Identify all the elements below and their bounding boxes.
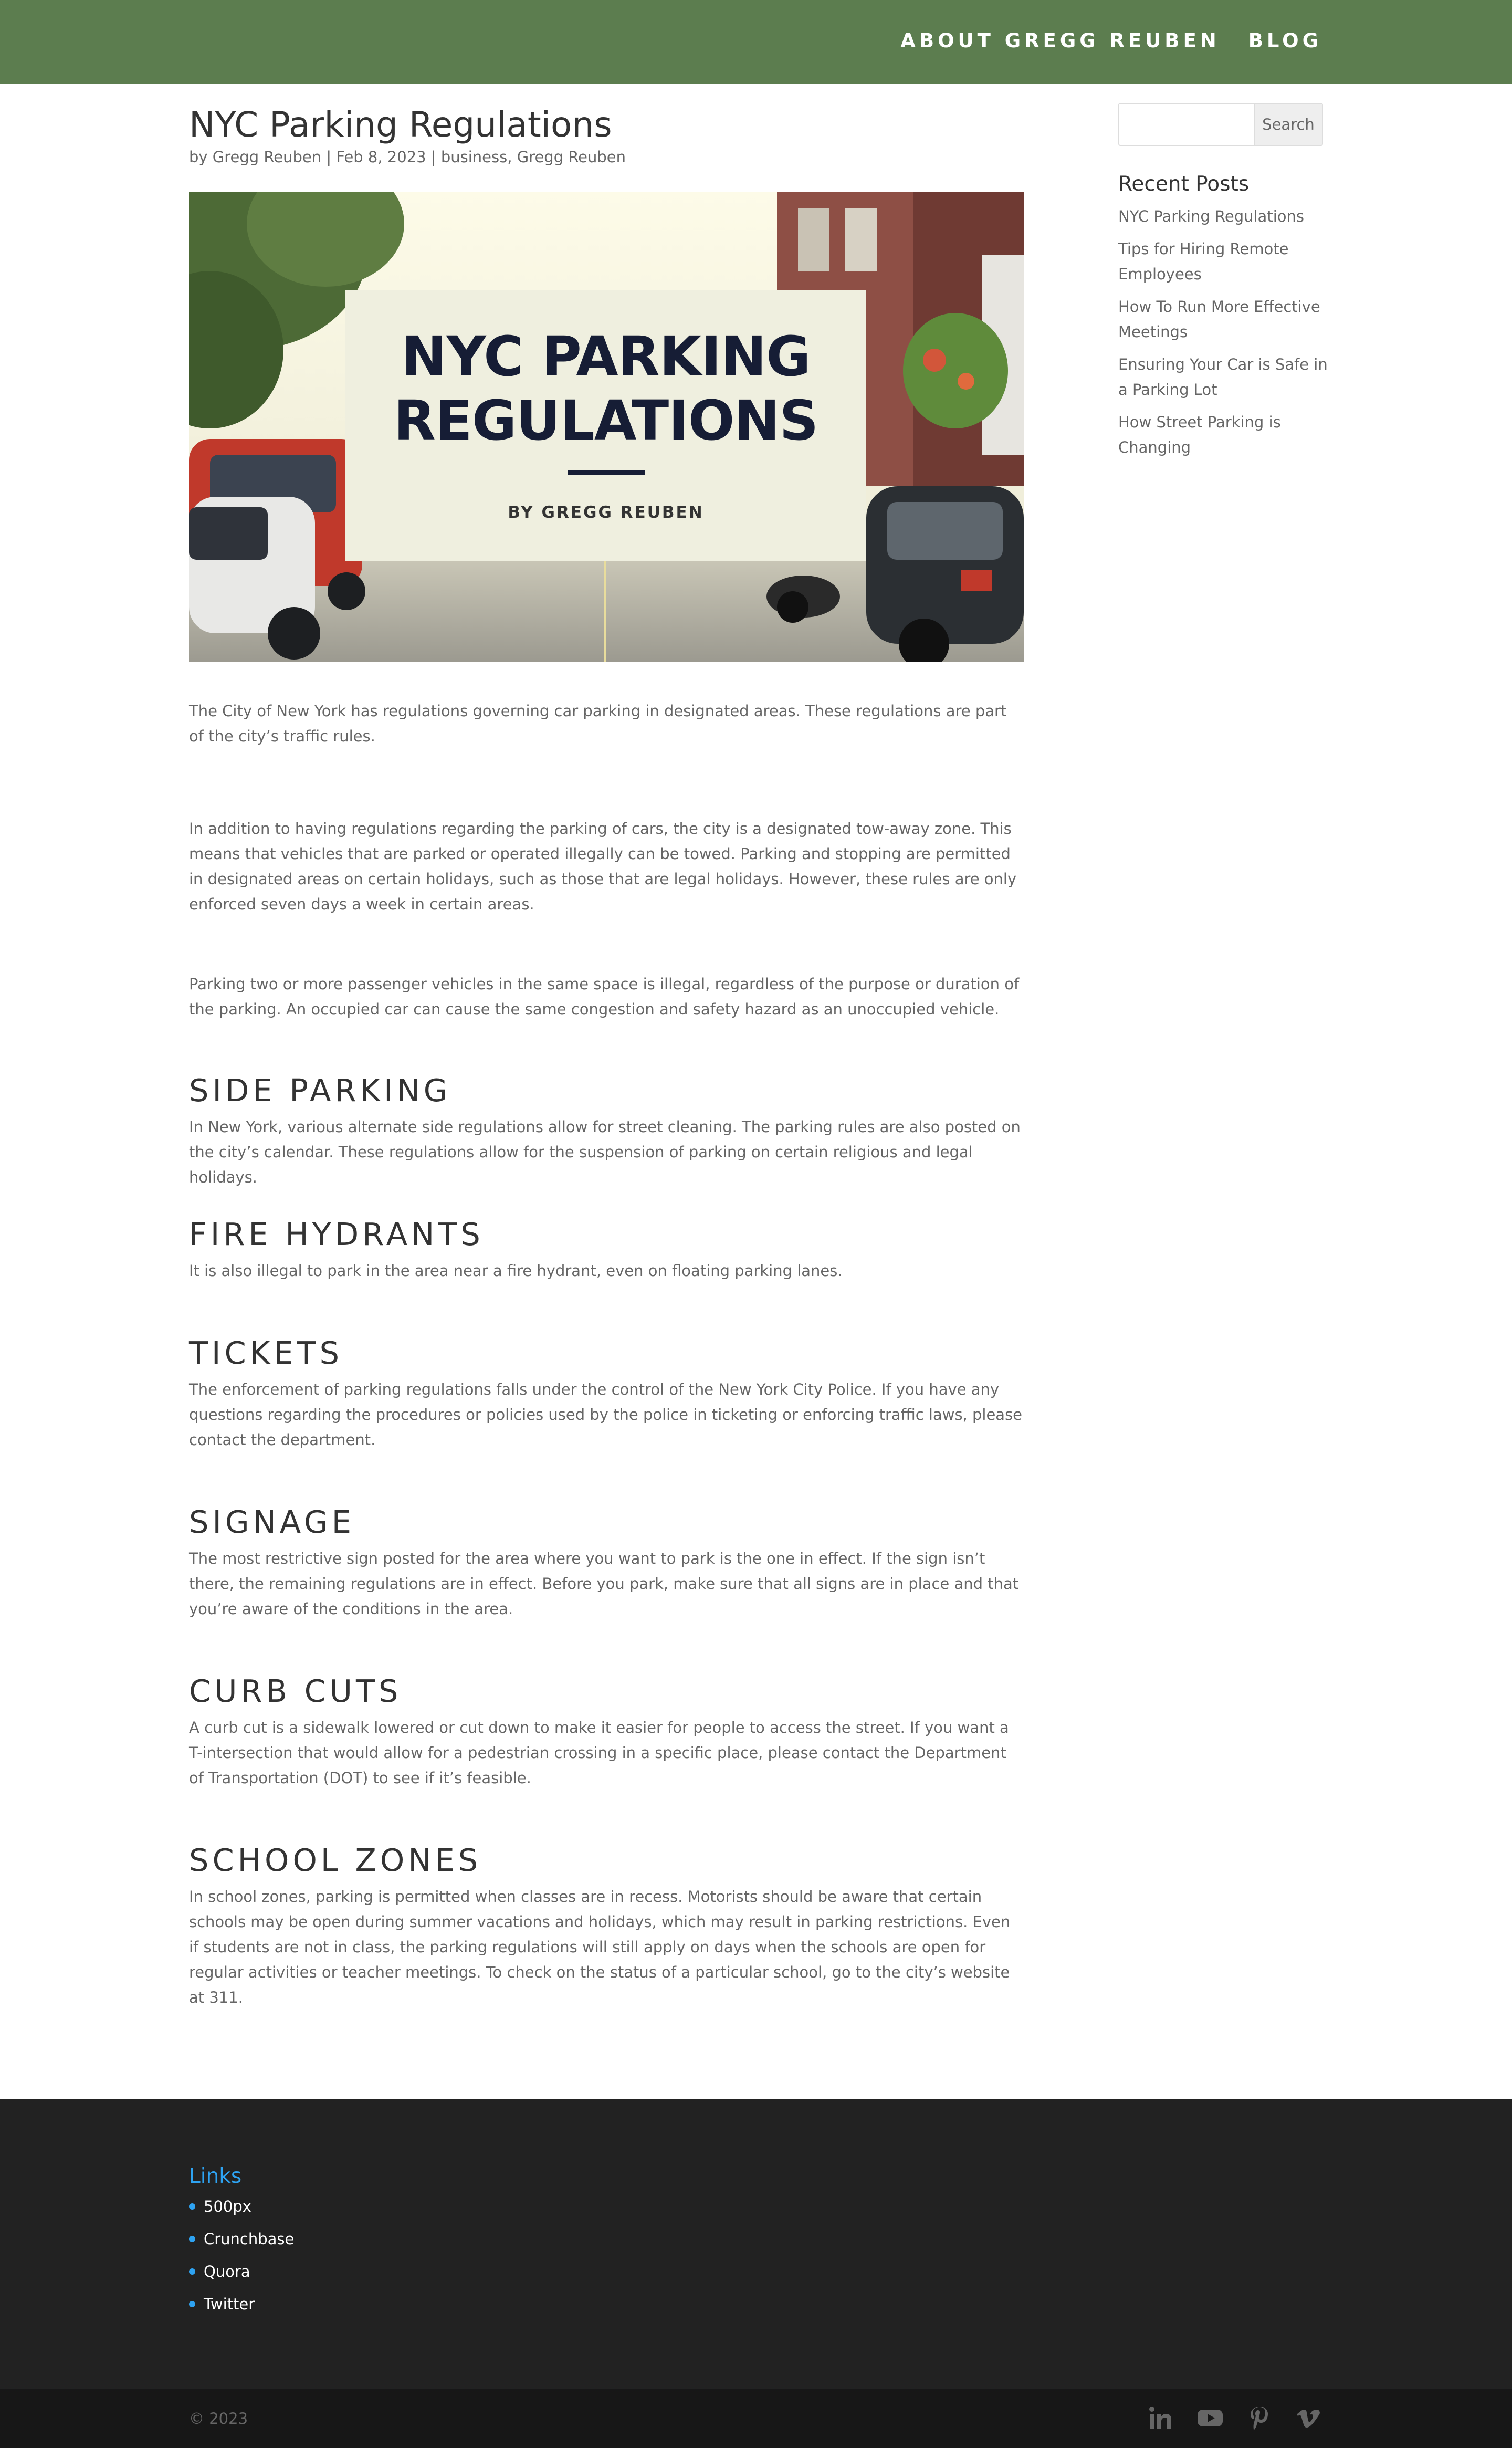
- youtube-icon[interactable]: [1197, 2405, 1223, 2431]
- site-footer: [0, 2099, 1512, 2389]
- footer-link-quora[interactable]: Quora: [204, 2263, 250, 2280]
- nav-about-gregg-reuben[interactable]: ABOUT GREGG REUBEN: [900, 29, 1220, 52]
- site-header: [0, 0, 1512, 84]
- recent-posts-list: [1118, 204, 1328, 467]
- search-input[interactable]: [1119, 104, 1255, 145]
- body-paragraph: Parking two or more passenger vehicles in the same space is illegal, regardless of the purpose or duration of the parking. An occupied car can cause the same congestion and safety hazard as an unoccupied vehicle.: [189, 975, 1020, 1018]
- featured-image: [189, 192, 1024, 662]
- meta-separator: |: [326, 148, 332, 166]
- list-item: [189, 2261, 294, 2282]
- post-meta: [189, 146, 626, 168]
- section-body: In school zones, parking is permitted when classes are in recess. Motorists should be aware that certain schools may be open during summer vacations and holidays, which may result in parking restrictions. Even if students are not in class, the parking regulations will still apply on days when the schools are open for regular activities or teacher meetings. To check on the status of a particular school, go to the city’s website at 311.: [189, 1888, 1011, 2006]
- footer-links-title: Links: [189, 2164, 242, 2188]
- list-item: [1118, 204, 1328, 229]
- recent-post-link[interactable]: NYC Parking Regulations: [1118, 207, 1304, 225]
- category-link-gregg-reuben[interactable]: Gregg Reuben: [517, 148, 626, 166]
- list-item: [189, 2229, 294, 2250]
- body-paragraph: The City of New York has regulations governing car parking in designated areas. These regulations are part of the city’s traffic rules.: [189, 702, 1007, 745]
- hero-divider: [568, 470, 645, 475]
- hero-title-line: REGULATIONS: [393, 389, 818, 453]
- nav-blog[interactable]: BLOG: [1248, 29, 1322, 52]
- section-body: In New York, various alternate side regulations allow for street cleaning. The parking rules are also posted on the city’s calendar. These regulations allow for the suspension of parking on certain religious and legal holidays.: [189, 1118, 1021, 1186]
- hero-byline: BY GREGG REUBEN: [508, 503, 704, 522]
- section-body: A curb cut is a sidewalk lowered or cut down to make it easier for people to access the street. If you want a T-intersection that would allow for a pedestrian crossing in a specific place, please contact the Department of Transportation (DOT) to see if it’s feasible.: [189, 1719, 1009, 1787]
- hero-title: [345, 325, 866, 453]
- list-item: [189, 2196, 294, 2217]
- bullet-icon: [189, 2236, 195, 2242]
- footer-links-list: [189, 2196, 294, 2326]
- section-heading-side-parking: SIDE PARKING: [189, 1072, 452, 1108]
- copyright: © 2023: [189, 2410, 248, 2428]
- bullet-icon: [189, 2268, 195, 2275]
- footer-link-500px[interactable]: 500px: [204, 2198, 251, 2215]
- post-date: Feb 8, 2023: [336, 148, 426, 166]
- section-heading-tickets: TICKETS: [189, 1335, 343, 1371]
- social-links: [1148, 2405, 1322, 2431]
- recent-posts-title: Recent Posts: [1118, 172, 1250, 196]
- meta-prefix: by: [189, 148, 208, 166]
- meta-comma: ,: [507, 148, 512, 166]
- bullet-icon: [189, 2301, 195, 2307]
- list-item: [1118, 352, 1328, 402]
- recent-post-link[interactable]: How Street Parking is Changing: [1118, 413, 1281, 456]
- search-form: [1118, 103, 1323, 146]
- main-nav: [900, 28, 1322, 54]
- footer-link-twitter[interactable]: Twitter: [204, 2295, 255, 2313]
- section-body: It is also illegal to park in the area near a fire hydrant, even on floating parking lanes.: [189, 1262, 843, 1280]
- hero-title-card: [345, 290, 866, 561]
- pinterest-icon[interactable]: [1246, 2405, 1273, 2431]
- section-heading-signage: SIGNAGE: [189, 1504, 355, 1540]
- section-heading-school-zones: SCHOOL ZONES: [189, 1842, 482, 1878]
- search-button[interactable]: Search: [1254, 104, 1322, 145]
- list-item: [1118, 410, 1328, 460]
- bullet-icon: [189, 2203, 195, 2210]
- body-paragraph: In addition to having regulations regarding the parking of cars, the city is a designated tow-away zone. This means that vehicles that are parked or operated illegally can be towed. Parking and stopping are permitted in designated areas on certain holidays, such as those that are legal holidays. However, these rules are only enforced seven days a week in certain areas.: [189, 820, 1017, 913]
- author-link[interactable]: Gregg Reuben: [212, 148, 322, 166]
- recent-post-link[interactable]: How To Run More Effective Meetings: [1118, 298, 1320, 341]
- section-body: The most restrictive sign posted for the area where you want to park is the one in effect. If the sign isn’t there, the remaining regulations are in effect. Before you park, make sure that all signs are in place and that you’re aware of the conditions in the area.: [189, 1550, 1019, 1618]
- meta-separator: |: [430, 148, 436, 166]
- section-body: The enforcement of parking regulations falls under the control of the New York City Police. If you have any questions regarding the procedures or policies used by the police in ticketing or enforcing traffic laws, please contact the department.: [189, 1380, 1023, 1449]
- post-title: NYC Parking Regulations: [189, 104, 612, 145]
- recent-post-link[interactable]: Ensuring Your Car is Safe in a Parking Lot: [1118, 355, 1328, 399]
- section-heading-curb-cuts: CURB CUTS: [189, 1673, 402, 1709]
- hero-title-line: NYC PARKING: [401, 325, 811, 389]
- footer-bottom-bar: [0, 2389, 1512, 2448]
- category-link-business[interactable]: business: [440, 148, 508, 166]
- list-item: [1118, 294, 1328, 344]
- list-item: [189, 2294, 294, 2315]
- footer-link-crunchbase[interactable]: Crunchbase: [204, 2230, 295, 2248]
- list-item: [1118, 236, 1328, 287]
- recent-post-link[interactable]: Tips for Hiring Remote Employees: [1118, 240, 1289, 283]
- section-heading-fire-hydrants: FIRE HYDRANTS: [189, 1216, 484, 1252]
- vimeo-icon[interactable]: [1296, 2405, 1322, 2431]
- linkedin-icon[interactable]: [1148, 2405, 1174, 2431]
